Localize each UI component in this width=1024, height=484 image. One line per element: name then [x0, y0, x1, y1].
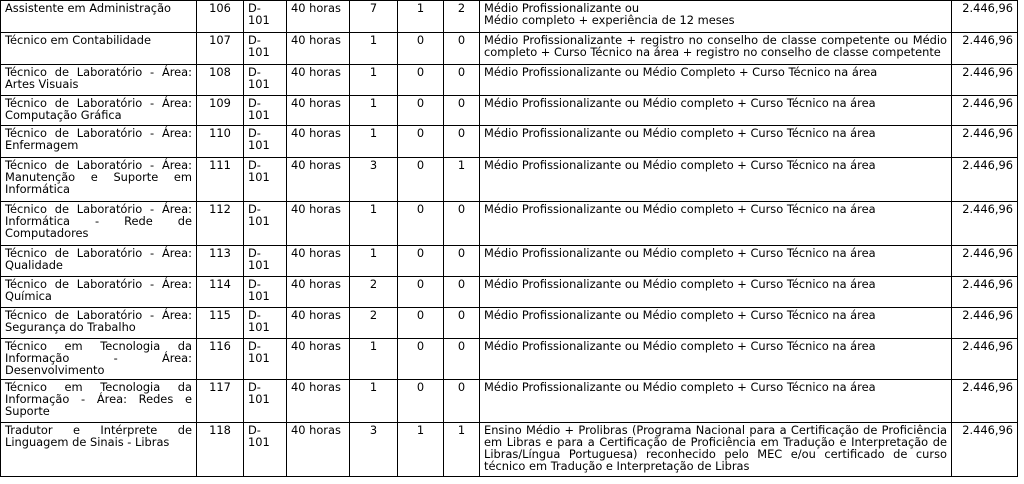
jornada-cell: [287, 339, 350, 380]
vagas-ppp-cell: [444, 126, 480, 158]
requisitos-cell: [480, 246, 952, 277]
jornada-text: 40 horas: [291, 158, 341, 172]
nivel-text: D-101: [248, 423, 270, 449]
cargo-cell: [1, 423, 197, 477]
vagas-ppp-text: 0: [457, 126, 466, 140]
vagas-pcd-text: 0: [416, 339, 425, 353]
vagas-ac-cell: [350, 33, 398, 65]
nivel-text: D-101: [248, 246, 270, 272]
vagas-ac-cell: [350, 339, 398, 380]
vagas-ac-text: 3: [369, 423, 378, 437]
vagas-ppp-text: 0: [457, 246, 466, 260]
table-row: [1, 380, 1018, 423]
vagas-ppp-text: 0: [457, 308, 466, 322]
codigo-text: 108: [209, 65, 231, 79]
vagas-pcd-text: 0: [416, 246, 425, 260]
nivel-cell: [244, 308, 287, 339]
requisitos-cell: [480, 339, 952, 380]
codigo-text: 116: [209, 339, 231, 353]
vagas-ac-cell: [350, 96, 398, 126]
vencimento-cell: [952, 96, 1018, 126]
vencimento-cell: [952, 339, 1018, 380]
vagas-pcd-text: 0: [416, 158, 425, 172]
table-row: [1, 96, 1018, 126]
cargo-text: Técnico em Tecnologia da Informação - Área: Desenvolvimento: [5, 339, 192, 377]
codigo-cell: [197, 423, 244, 477]
jornada-cell: [287, 158, 350, 202]
cargo-cell: [1, 308, 197, 339]
vagas-pcd-cell: [398, 339, 444, 380]
vagas-ppp-text: 0: [457, 277, 466, 291]
vencimento-cell: [952, 126, 1018, 158]
requisitos-cell: [480, 380, 952, 423]
vagas-pcd-text: 1: [416, 1, 425, 15]
cargo-cell: [1, 202, 197, 246]
vencimento-text: 2.446,96: [962, 1, 1013, 15]
vagas-pcd-cell: [398, 126, 444, 158]
codigo-text: 109: [209, 96, 231, 110]
nivel-text: D-101: [248, 158, 270, 184]
codigo-cell: [197, 339, 244, 380]
vencimento-text: 2.446,96: [962, 246, 1013, 260]
vencimento-cell: [952, 308, 1018, 339]
nivel-cell: [244, 380, 287, 423]
cargo-text: Técnico de Laboratório - Área: Informática - Rede de Computadores: [5, 202, 192, 240]
cargo-text: Tradutor e Intérprete de Linguagem de Sinais - Libras: [5, 423, 192, 449]
cargo-cell: [1, 246, 197, 277]
vencimento-cell: [952, 246, 1018, 277]
cargo-text: Técnico em Tecnologia da Informação - Área: Redes e Suporte: [5, 380, 192, 418]
table-row: [1, 1, 1018, 33]
vagas-ac-text: 1: [369, 339, 378, 353]
nivel-cell: [244, 423, 287, 477]
jornada-text: 40 horas: [291, 246, 341, 260]
vagas-ppp-cell: [444, 1, 480, 33]
requisitos-cell: [480, 423, 952, 477]
vagas-pcd-text: 0: [416, 380, 425, 394]
nivel-text: D-101: [248, 202, 270, 228]
cargo-cell: [1, 1, 197, 33]
requisitos-text: Médio Profissionalizante ou Médio completo + Curso Técnico na área: [484, 158, 876, 172]
vencimento-text: 2.446,96: [962, 380, 1013, 394]
requisitos-cell: [480, 126, 952, 158]
vagas-ppp-cell: [444, 65, 480, 96]
vagas-ppp-text: 0: [457, 202, 466, 216]
cargo-cell: [1, 126, 197, 158]
jornada-text: 40 horas: [291, 308, 341, 322]
vagas-ppp-text: 1: [457, 158, 466, 172]
vagas-ac-cell: [350, 277, 398, 308]
requisitos-text: Médio Profissionalizante ou Médio completo + Curso Técnico na área: [484, 96, 876, 110]
jornada-text: 40 horas: [291, 96, 341, 110]
table-row: [1, 308, 1018, 339]
nivel-text: D-101: [248, 126, 270, 152]
requisitos-text: Médio Profissionalizante ou Médio completo + Curso Técnico na área: [484, 126, 876, 140]
codigo-cell: [197, 126, 244, 158]
vagas-ppp-cell: [444, 277, 480, 308]
cargo-text: Técnico de Laboratório - Área: Computação Gráfica: [5, 96, 192, 122]
vagas-pcd-text: 0: [416, 308, 425, 322]
nivel-text: D-101: [248, 65, 270, 91]
vagas-ac-cell: [350, 126, 398, 158]
vagas-ac-text: 1: [369, 126, 378, 140]
vagas-ac-cell: [350, 246, 398, 277]
vagas-pcd-cell: [398, 380, 444, 423]
vagas-ac-cell: [350, 202, 398, 246]
vagas-pcd-cell: [398, 158, 444, 202]
jornada-cell: [287, 202, 350, 246]
jornada-text: 40 horas: [291, 33, 341, 47]
cargo-text: Técnico de Laboratório - Área: Manutenção e Suporte em Informática: [5, 158, 192, 196]
jornada-cell: [287, 33, 350, 65]
vencimento-text: 2.446,96: [962, 308, 1013, 322]
codigo-text: 114: [209, 277, 231, 291]
nivel-cell: [244, 202, 287, 246]
nivel-cell: [244, 246, 287, 277]
codigo-text: 118: [209, 423, 231, 437]
jornada-cell: [287, 380, 350, 423]
table-row: [1, 33, 1018, 65]
vagas-pcd-cell: [398, 96, 444, 126]
vagas-ppp-text: 0: [457, 33, 466, 47]
requisitos-text: Médio completo + experiência de 12 meses: [484, 13, 735, 27]
vagas-ac-cell: [350, 423, 398, 477]
nivel-text: D-101: [248, 380, 270, 406]
vagas-ppp-text: 0: [457, 380, 466, 394]
jornada-text: 40 horas: [291, 277, 341, 291]
requisitos-text: Médio Profissionalizante ou Médio completo + Curso Técnico na área: [484, 308, 876, 322]
vencimento-cell: [952, 423, 1018, 477]
codigo-cell: [197, 202, 244, 246]
vagas-ppp-text: 0: [457, 96, 466, 110]
vagas-pcd-cell: [398, 33, 444, 65]
requisitos-text: Médio Profissionalizante ou Médio completo + Curso Técnico na área: [484, 339, 876, 353]
jornada-cell: [287, 65, 350, 96]
codigo-text: 111: [209, 158, 231, 172]
vagas-ac-text: 1: [369, 96, 378, 110]
codigo-cell: [197, 1, 244, 33]
vencimento-text: 2.446,96: [962, 423, 1013, 437]
nivel-cell: [244, 126, 287, 158]
nivel-cell: [244, 33, 287, 65]
cargo-cell: [1, 380, 197, 423]
vagas-pcd-text: 1: [416, 423, 425, 437]
nivel-text: D-101: [248, 339, 270, 365]
vagas-ppp-cell: [444, 158, 480, 202]
vencimento-cell: [952, 380, 1018, 423]
vencimento-cell: [952, 202, 1018, 246]
requisitos-text: Médio Profissionalizante ou Médio completo + Curso Técnico na área: [484, 380, 876, 394]
cargo-cell: [1, 65, 197, 96]
vagas-ppp-text: 2: [457, 1, 466, 15]
vencimento-cell: [952, 277, 1018, 308]
table-row: [1, 158, 1018, 202]
vagas-ac-cell: [350, 65, 398, 96]
jornada-cell: [287, 1, 350, 33]
vagas-ppp-cell: [444, 308, 480, 339]
requisitos-text: Médio Profissionalizante + registro no conselho de classe competente ou Médio completo + Curso Técnico na área + registro no conselho de classe competente: [484, 33, 947, 59]
vagas-ac-text: 2: [369, 308, 378, 322]
vencimento-cell: [952, 158, 1018, 202]
vencimento-cell: [952, 1, 1018, 33]
codigo-cell: [197, 380, 244, 423]
cargo-text: Técnico de Laboratório - Área: Qualidade: [5, 246, 192, 272]
cargo-text: Técnico em Contabilidade: [5, 33, 152, 47]
requisitos-text: Médio Profissionalizante ou Médio completo + Curso Técnico na área: [484, 277, 876, 291]
codigo-cell: [197, 246, 244, 277]
table-row: [1, 65, 1018, 96]
cargo-cell: [1, 33, 197, 65]
vagas-pcd-cell: [398, 246, 444, 277]
vagas-pcd-cell: [398, 65, 444, 96]
vagas-ppp-text: 0: [457, 65, 466, 79]
requisitos-text: Médio Profissionalizante ou Médio Completo + Curso Técnico na área: [484, 65, 878, 79]
table-row: [1, 423, 1018, 477]
cargo-cell: [1, 277, 197, 308]
vagas-ppp-cell: [444, 339, 480, 380]
vencimento-cell: [952, 65, 1018, 96]
vencimento-text: 2.446,96: [962, 126, 1013, 140]
vagas-ppp-text: 0: [457, 339, 466, 353]
table-row: [1, 339, 1018, 380]
vencimento-cell: [952, 33, 1018, 65]
vagas-pcd-cell: [398, 277, 444, 308]
requisitos-text: Médio Profissionalizante ou Médio completo + Curso Técnico na área: [484, 246, 876, 260]
requisitos-cell: [480, 202, 952, 246]
vagas-ppp-cell: [444, 96, 480, 126]
cargo-text: Técnico de Laboratório - Área: Química: [5, 277, 192, 303]
jornada-text: 40 horas: [291, 423, 341, 437]
vencimento-text: 2.446,96: [962, 65, 1013, 79]
vencimento-text: 2.446,96: [962, 33, 1013, 47]
nivel-cell: [244, 277, 287, 308]
vagas-ac-text: 7: [369, 1, 378, 15]
vencimento-text: 2.446,96: [962, 277, 1013, 291]
jornada-cell: [287, 277, 350, 308]
requisitos-cell: [480, 1, 952, 33]
vagas-ppp-cell: [444, 246, 480, 277]
cargo-cell: [1, 339, 197, 380]
cargo-text: Técnico de Laboratório - Área: Segurança do Trabalho: [5, 308, 192, 334]
requisitos-cell: [480, 33, 952, 65]
vagas-pcd-text: 0: [416, 202, 425, 216]
nivel-cell: [244, 96, 287, 126]
codigo-text: 106: [209, 1, 231, 15]
jornada-cell: [287, 246, 350, 277]
jornada-text: 40 horas: [291, 1, 341, 15]
requisitos-text: Ensino Médio + Prolibras (Programa Nacional para a Certificação de Proficiência em Libras e para a Certificação de Proficiência em Tradução e Interpretação de Libras/Língua Portuguesa) reconhecido pelo MEC e/ou certificado de curso técnico em Tradução e Interpretação de Libras: [484, 423, 947, 473]
vagas-ppp-cell: [444, 380, 480, 423]
requisitos-cell: [480, 277, 952, 308]
vagas-ac-text: 1: [369, 65, 378, 79]
vagas-ac-cell: [350, 1, 398, 33]
jornada-text: 40 horas: [291, 339, 341, 353]
vagas-pcd-cell: [398, 423, 444, 477]
cargo-text: Técnico de Laboratório - Área: Enfermagem: [5, 126, 192, 152]
vagas-ppp-cell: [444, 202, 480, 246]
cargo-cell: [1, 158, 197, 202]
nivel-text: D-101: [248, 1, 270, 27]
codigo-cell: [197, 277, 244, 308]
table-row: [1, 277, 1018, 308]
vagas-pcd-text: 0: [416, 33, 425, 47]
nivel-text: D-101: [248, 277, 270, 303]
vagas-pcd-text: 0: [416, 126, 425, 140]
vagas-ac-text: 1: [369, 33, 378, 47]
vagas-ac-cell: [350, 308, 398, 339]
requisitos-cell: [480, 65, 952, 96]
vagas-ac-cell: [350, 380, 398, 423]
vagas-pcd-text: 0: [416, 277, 425, 291]
codigo-text: 117: [209, 380, 231, 394]
cargo-text: Assistente em Administração: [5, 1, 172, 15]
nivel-cell: [244, 65, 287, 96]
codigo-cell: [197, 96, 244, 126]
vagas-pcd-text: 0: [416, 96, 425, 110]
codigo-cell: [197, 308, 244, 339]
table-body: [1, 1, 1018, 477]
codigo-text: 110: [209, 126, 231, 140]
vagas-pcd-cell: [398, 1, 444, 33]
vagas-ac-text: 3: [369, 158, 378, 172]
vagas-pcd-text: 0: [416, 65, 425, 79]
vagas-ppp-cell: [444, 33, 480, 65]
codigo-cell: [197, 158, 244, 202]
codigo-text: 113: [209, 246, 231, 260]
vagas-pcd-cell: [398, 308, 444, 339]
nivel-cell: [244, 1, 287, 33]
vencimento-text: 2.446,96: [962, 96, 1013, 110]
table-row: [1, 126, 1018, 158]
requisitos-cell: [480, 96, 952, 126]
vagas-pcd-cell: [398, 202, 444, 246]
nivel-text: D-101: [248, 308, 270, 334]
jornada-cell: [287, 96, 350, 126]
table-row: [1, 202, 1018, 246]
jornada-text: 40 horas: [291, 126, 341, 140]
vagas-ac-text: 1: [369, 202, 378, 216]
jornada-cell: [287, 423, 350, 477]
requisitos-cell: [480, 308, 952, 339]
nivel-text: D-101: [248, 96, 270, 122]
vencimento-text: 2.446,96: [962, 339, 1013, 353]
codigo-text: 112: [209, 202, 231, 216]
codigo-text: 115: [209, 308, 231, 322]
jornada-text: 40 horas: [291, 65, 341, 79]
requisitos-cell: [480, 158, 952, 202]
codigo-cell: [197, 33, 244, 65]
vagas-ac-cell: [350, 158, 398, 202]
jornada-cell: [287, 126, 350, 158]
nivel-cell: [244, 339, 287, 380]
nivel-cell: [244, 158, 287, 202]
jornada-text: 40 horas: [291, 380, 341, 394]
vagas-ppp-text: 1: [457, 423, 466, 437]
jornada-cell: [287, 308, 350, 339]
table-row: [1, 246, 1018, 277]
codigo-cell: [197, 65, 244, 96]
nivel-text: D-101: [248, 33, 270, 59]
jornada-text: 40 horas: [291, 202, 341, 216]
cargo-text: Técnico de Laboratório - Área: Artes Visuais: [5, 65, 192, 91]
cargo-cell: [1, 96, 197, 126]
vagas-ac-text: 1: [369, 246, 378, 260]
vagas-ac-text: 1: [369, 380, 378, 394]
vagas-ppp-cell: [444, 423, 480, 477]
requisitos-text: Médio Profissionalizante ou: [484, 1, 640, 15]
vencimento-text: 2.446,96: [962, 202, 1013, 216]
requisitos-text: Médio Profissionalizante ou Médio completo + Curso Técnico na área: [484, 202, 876, 216]
vagas-ac-text: 2: [369, 277, 378, 291]
vencimento-text: 2.446,96: [962, 158, 1013, 172]
codigo-text: 107: [209, 33, 231, 47]
